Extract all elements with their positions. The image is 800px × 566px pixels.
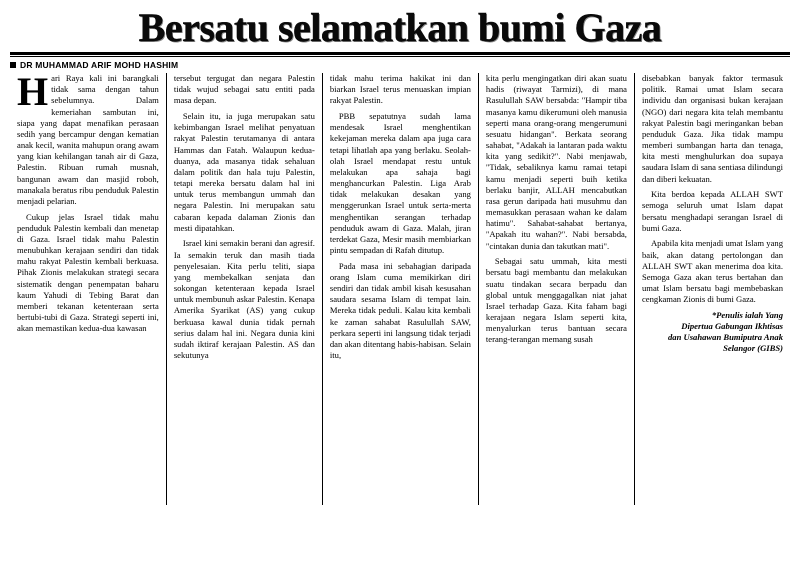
article-column-5 — [634, 73, 790, 505]
signoff-line: Dipertua Gabungan Ikhtisas — [681, 321, 784, 332]
article-column-1 — [10, 73, 166, 505]
author-signoff — [642, 310, 783, 355]
article-columns — [10, 73, 790, 505]
page-title: Bersatu selamatkan bumi Gaza — [138, 5, 662, 50]
paragraph: tersebut tergugat dan negara Palestin tidak wujud sebagai satu entiti pada masa depan. — [173, 73, 315, 106]
drop-cap: H — [17, 73, 49, 114]
paragraph-text: ari Raya kali ini barangkali tidak sama dengan tahun sebelumnya. Dalam kemeriahan sambutan ini, siapa yang dapat menafikan perasaan sedih yang bercampur dengan kematian anak kecil, wanita mahupun orang awam yang kian kehilangan tanah air di Gaza, Palestin. Ribuan rumah musnah, bangunan awam dan masjid roboh, manakala beratus ribu penduduk Palestin menjadi pelarian. — [17, 73, 159, 206]
article-column-4 — [478, 73, 634, 505]
signoff-line: Selangor (GIBS) — [723, 343, 784, 354]
paragraph: kita perlu mengingatkan diri akan suatu hadis (riwayat Tarmizi), di mana Rasulullah SAW bersabda: "Hampir tiba masanya kamu dikerumuni oleh manusia seperti mana orang-orang mengerumuni sesuatu hidangan". Berkata seorang sahabat, "Adakah ia lantaran pada waktu kita yang sedikit?". Nabi menjawab, "Tidak, sebaliknya kamu ramai tetapi kamu menjadi seperti buih ketika berlaku banjir, ALLAH mencabutkan rasa gerun daripada hati musuhmu dan memasukkan perasaan wahan ke dalam hatimu". Sahabat-sahabat bertanya, "Apakah itu wahan?". Nabi bersabda, "cintakan dunia dan takutkan mati". — [485, 73, 627, 251]
paragraph: tidak mahu terima hakikat ini dan biarkan Israel terus menuaskan impian rakyat Palestin. — [329, 73, 471, 106]
paragraph: Sebagai satu ummah, kita mesti bersatu bagi membantu dan melakukan suatu tindakan secara berpadu dan global untuk menggagalkan niat jahat Israel terhadap Gaza. Kita faham bagi kerajaan negara Islam seperti kita, menyalurkan terus bantuan secara terang-terangan memang susah — [485, 256, 627, 345]
paragraph: disebabkan banyak faktor termasuk politik. Ramai umat Islam secara individu dan organisasi bukan kerajaan (NGO) dari negara kita telah membantu rakyat Palestin bagi meringankan beban penduduk Gaza. Jika tidak mampu memberi sumbangan harta dan tenaga, kita mesti menghulurkan doa supaya saudara Islam di sana sentiasa dilindungi dan diberi kekuatan. — [641, 73, 784, 184]
signoff-line: *Penulis ialah Yang — [711, 309, 784, 320]
article-column-3 — [322, 73, 478, 505]
byline-text: DR MUHAMMAD ARIF MOHD HASHIM — [20, 60, 179, 70]
paragraph: Cukup jelas Israel tidak mahu penduduk Palestin kembali dan menetap di Gaza. Israel tidak mahu Palestin menubuhkan kerajaan sendiri dan tidak mahu rakyat Palestin kembali berkuasa. Pihak Zionis melakukan strategi secara sistematik dengan penempatan baharu kaum Yahudi di Tebing Barat dan memberi tekanan ketenteraan serta bertubi-tubi di Gaza. Strategi seperti ini, akan memastikan kedua-dua kawasan — [17, 211, 159, 334]
header-divider-thin — [10, 56, 790, 57]
paragraph: Apabila kita menjadi umat Islam yang baik, akan datang pertolongan dan ALLAH SWT akan menerima doa kita. Semoga Gaza akan terus bertahan dan umat Islam bersatu bagi membebaskan cengkaman Zionis di bumi Gaza. — [641, 238, 784, 305]
paragraph: Selain itu, ia juga merupakan satu kebimbangan Israel melihat penyatuan rakyat Palestin terutamanya di antara Hammas dan Fatah. Walaupun kedua-duanya, ada masanya tidak sehaluan dalam politik dan hala tuju Palestin, tetapi mereka bersatu dalam hal ini untuk terus membangun ummah dan negara Palestin. Ini merupakan satu cabaran kepada dalaman Zionis dan mesti dipatahkan. — [173, 111, 315, 233]
paragraph: Israel kini semakin berani dan agresif. Ia semakin teruk dan masih tiada penyelesaian. Kita perlu teliti, siapa yang membekalkan senjata dan sokongan ketenteraan kepada Israel untuk membunuh askar Palestin. Kenapa Amerika Syarikat (AS) yang cukup berkuasa kawal dunia tidak pernah serius dalam hal ini. Negara dunia kini sudah iktiraf kerajaan Palestin. AS dan sekutunya — [173, 238, 315, 361]
signoff-line: dan Usahawan Bumiputra Anak — [667, 332, 784, 343]
byline — [10, 60, 790, 70]
paragraph: Pada masa ini sebahagian daripada orang Islam cuma memikirkan diri sendiri dan tidak ambil kisah kesusahan saudara sesama Islam di tempat lain. Mereka tidak peduli. Kalau kita kembali ke zaman sahabat Rasulullah SAW, perkara seperti ini langsung tidak terjadi dan akan ditentang habis-habisan. Selain itu, — [329, 260, 471, 361]
paragraph: Kita berdoa kepada ALLAH SWT semoga seluruh umat Islam dapat bersatu menghadapi serangan Israel di bumi Gaza. — [641, 189, 784, 233]
article-column-2 — [166, 73, 322, 505]
paragraph: PBB sepatutnya sudah lama mendesak Israel menghentikan kekejaman mereka dalam apa juga cara tetapi lihatlah apa yang berlaku. Seolah-olah Israel mendapat restu untuk melakukan apa sahaja bagi menghancurkan Palestin. Liga Arab tidak melakukan desakan yang menggerunkan Israel untuk serta-merta menghentikan serangan terhadap penduduk awam di Gaza. Malah, jiran terdekat Gaza, Mesir masih membiarkan pintu sempadan di Rafah ditutup. — [329, 111, 471, 256]
bullet-square-icon — [10, 62, 16, 68]
paragraph — [17, 73, 159, 207]
header-divider-thick — [10, 52, 790, 55]
